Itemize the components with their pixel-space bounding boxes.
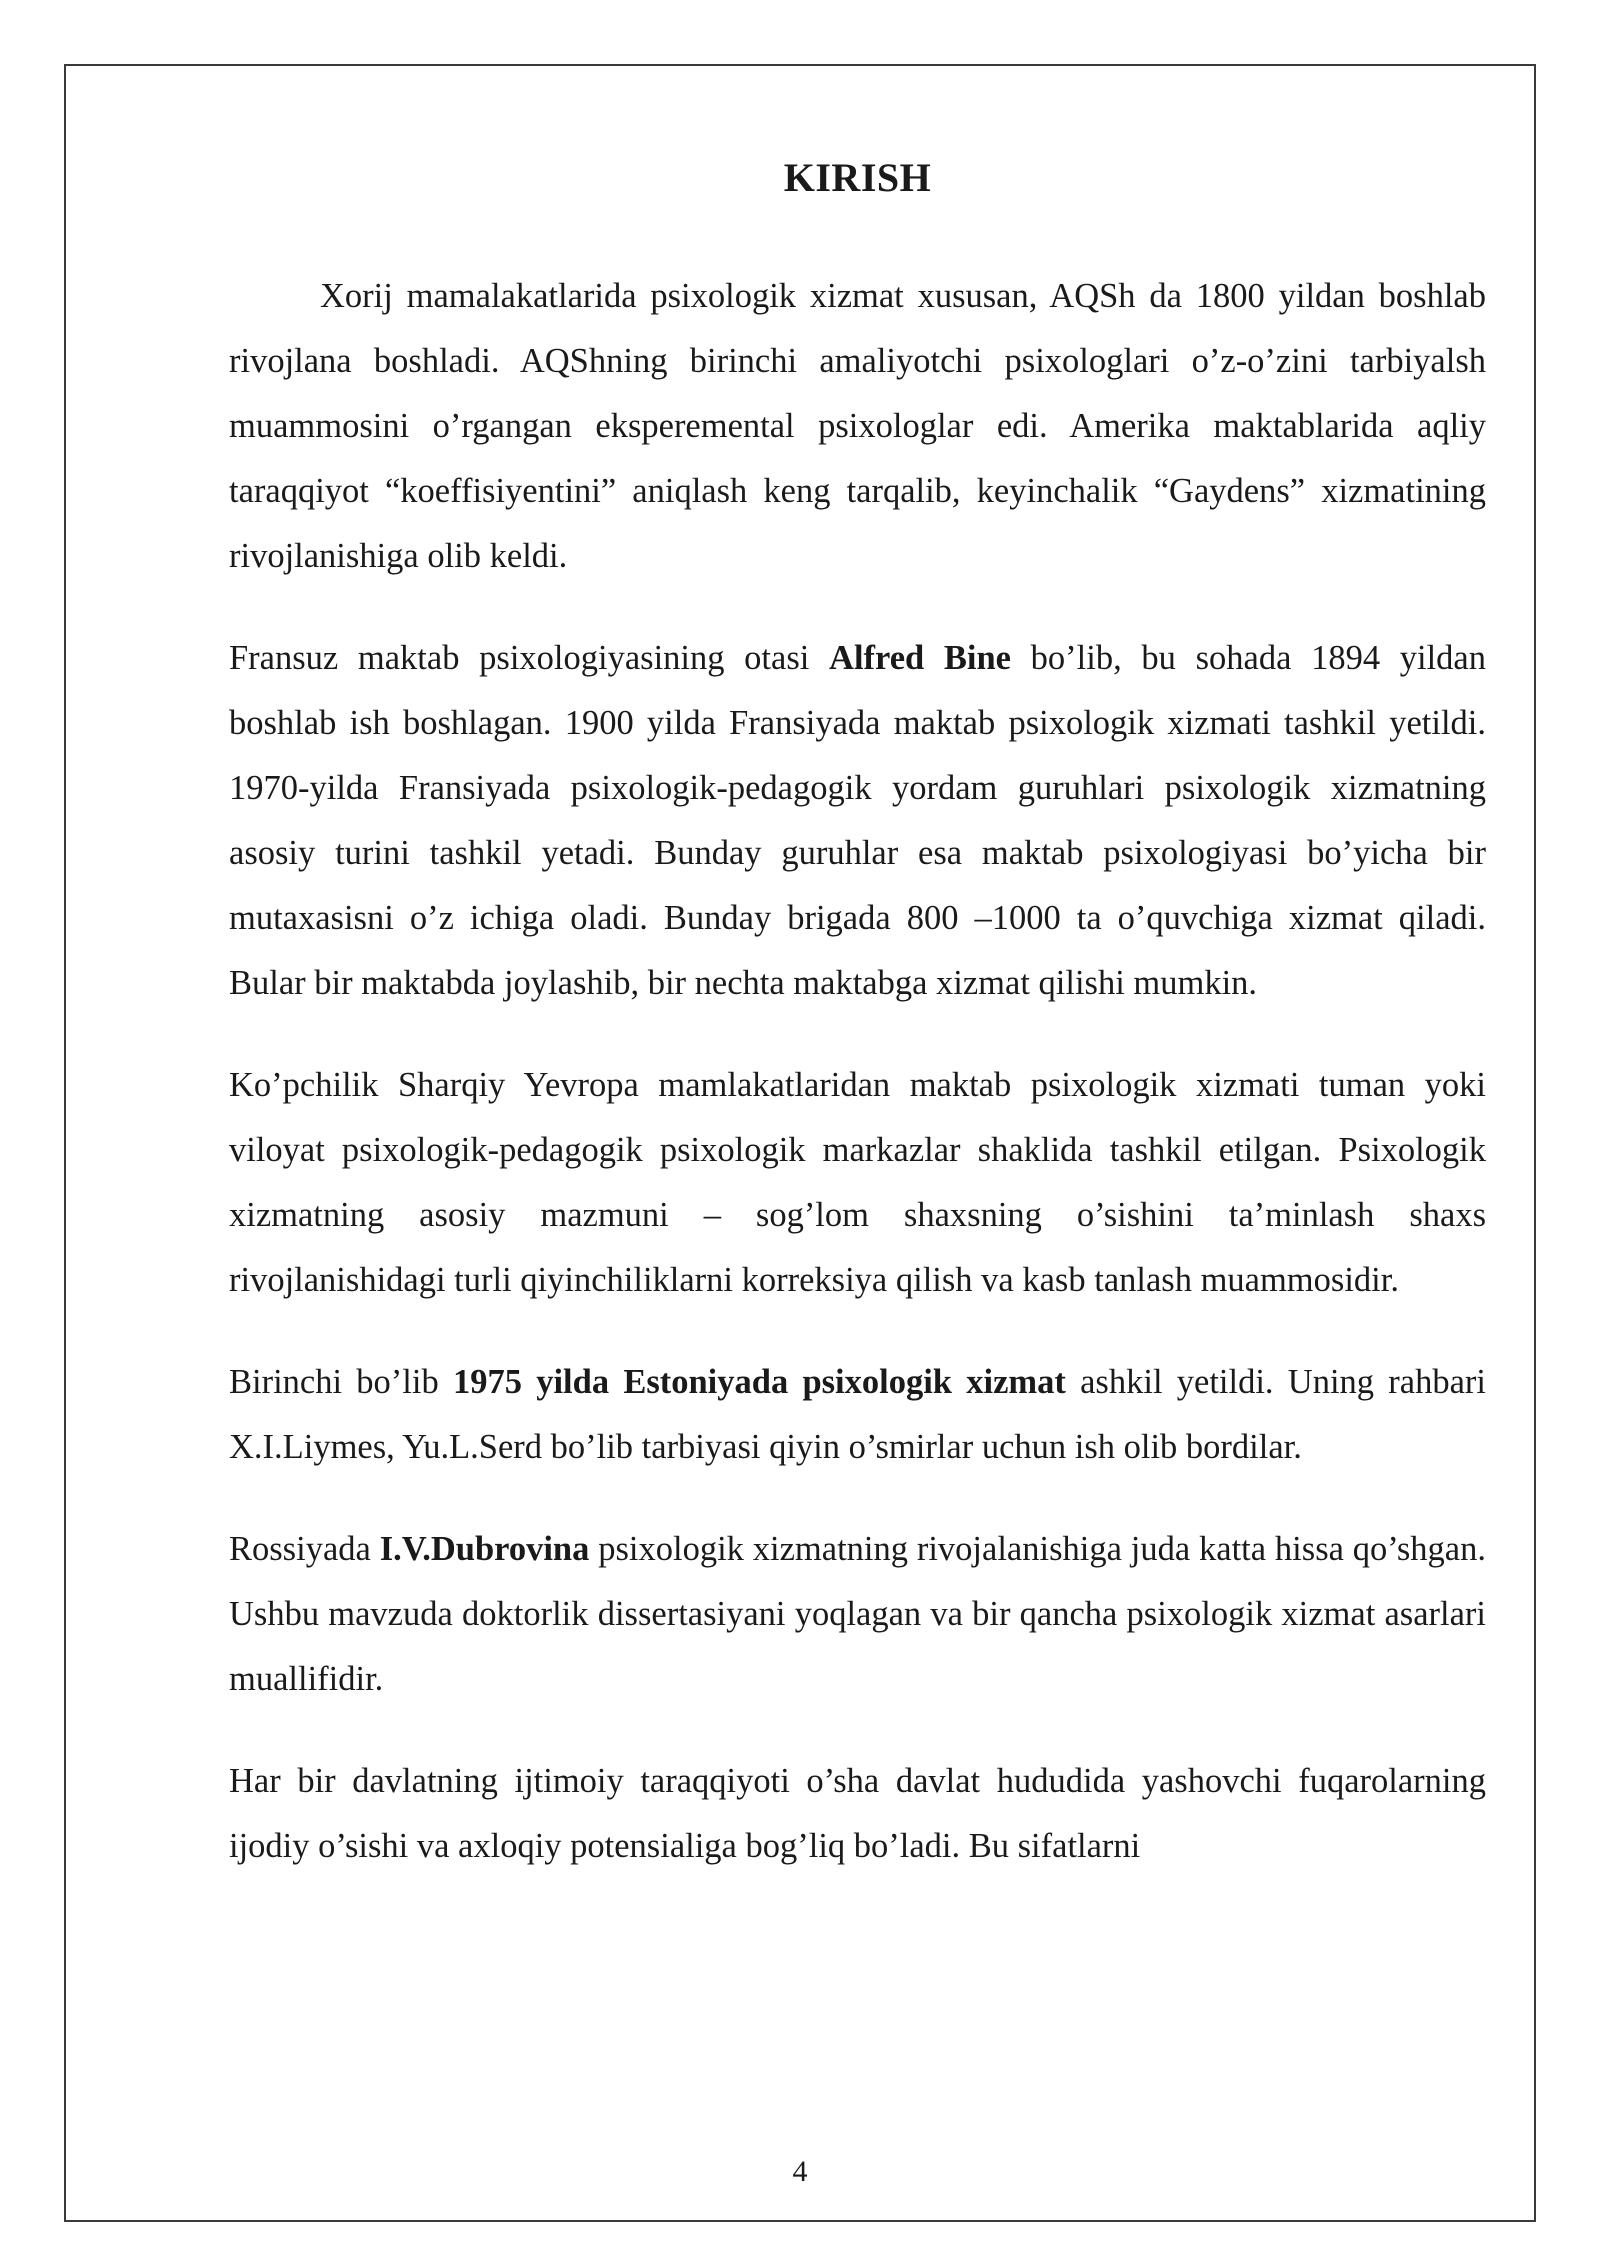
paragraph-5-bold-name: I.V.Dubrovina	[379, 1530, 590, 1568]
paragraph-1	[229, 264, 1486, 589]
paragraph-6-text: Har bir davlatning ijtimoiy taraqqiyoti o’sha davlat hududida yashovchi fuqarolarning ijodiy o’sishi va axloqiy potensialiga bog’liq bo’ladi. Bu sifatlarni	[229, 1762, 1486, 1865]
paragraph-5-text-b: psixologik xizmatning rivojalanishiga juda katta hissa qo’shgan. Ushbu mavzuda doktorlik dissertasiyani yoqlagan va bir qancha psixologik xizmat asarlari muallifidir.	[229, 1530, 1486, 1698]
paragraph-6	[229, 1749, 1486, 1879]
paragraph-2-text-b: bo’lib, bu sohada 1894 yildan boshlab ish boshlagan. 1900 yilda Fransiyada maktab psixologik xizmati tashkil yetildi. 1970-yilda Fransiyada psixologik-pedagogik yordam guruhlari psixologik xizmatning asosiy turini tashkil yetadi. Bunday guruhlar esa maktab psixologiyasi bo’yicha bir mutaxasisni o’z ichiga oladi. Bunday brigada 800 –1000 ta o’quvchiga xizmat qiladi. Bular bir maktabda joylashib, bir nechta maktabga xizmat qilishi mumkin.	[229, 639, 1486, 1002]
paragraph-4-bold-phrase: 1975 yilda Estoniyada psixologik xizmat	[452, 1363, 1066, 1401]
page-title: KIRISH	[783, 155, 932, 200]
paragraph-3	[229, 1053, 1486, 1313]
page-number: 4	[792, 2155, 808, 2188]
paragraph-2-text-a: Fransuz maktab psixologiyasining otasi	[229, 639, 830, 677]
paragraph-4-text-a: Birinchi bo’lib	[229, 1363, 453, 1401]
paragraph-4	[229, 1350, 1486, 1480]
document-body	[229, 150, 1486, 1879]
paragraph-4-text-b: ashkil yetildi. Uning rahbari X.I.Liymes, Yu.L.Serd bo’lib tarbiyasi qiyin o’smirlar uchun ish olib bordilar.	[229, 1363, 1486, 1466]
paragraph-5	[229, 1517, 1486, 1712]
paragraph-2	[229, 626, 1486, 1016]
paragraph-3-text: Ko’pchilik Sharqiy Yevropa mamlakatlaridan maktab psixologik xizmati tuman yoki viloyat psixologik-pedagogik psixologik markazlar shaklida tashkil etilgan. Psixologik xizmatning asosiy mazmuni – sog’lom shaxsning o’sishini ta’minlash shaxs rivojlanishidagi turli qiyinchiliklarni korreksiya qilish va kasb tanlash muammosidir.	[229, 1066, 1486, 1299]
paragraph-1-text: Xorij mamalakatlarida psixologik xizmat xususan, AQSh da 1800 yildan boshlab rivojlana boshladi. AQShning birinchi amaliyotchi psixologlari o’z-o’zini tarbiyalsh muammosini o’rgangan eksperemental psixologlar edi. Amerika maktablarida aqliy taraqqiyot “koeffisiyentini” aniqlash keng tarqalib, keyinchalik “Gaydens” xizmatining rivojlanishiga olib keldi.	[229, 277, 1486, 575]
paragraph-5-text-a: Rossiyada	[229, 1530, 380, 1568]
paragraph-2-bold-name: Alfred Bine	[829, 639, 1011, 677]
